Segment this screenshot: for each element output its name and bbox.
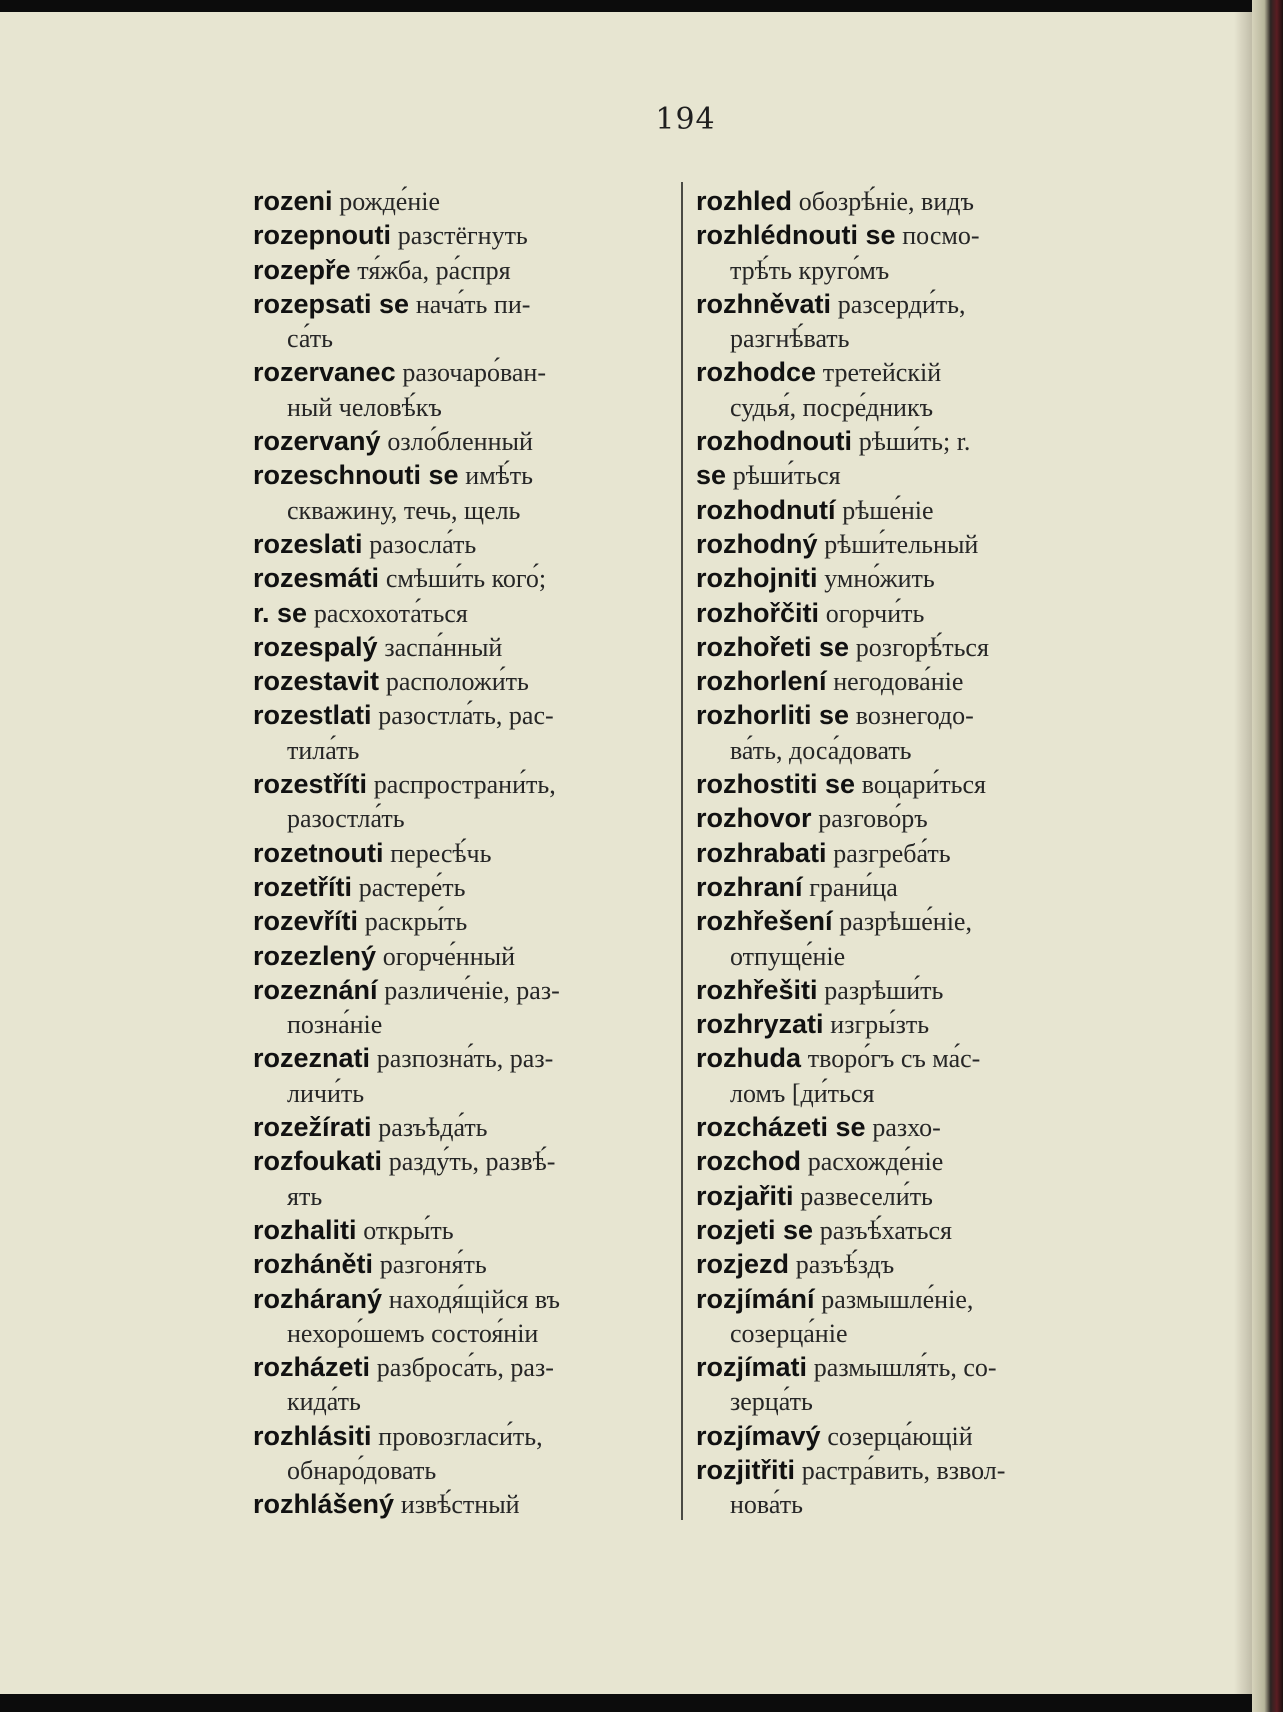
entry-translation: разъѣда́ть xyxy=(378,1113,488,1143)
entry-translation: созерца́ніе xyxy=(730,1318,848,1348)
entry-translation: развесели́ть xyxy=(800,1181,933,1211)
dictionary-entry xyxy=(253,1144,670,1178)
entry-continuation-line xyxy=(253,493,670,527)
entry-translation: распространи́ть, xyxy=(373,770,556,800)
entry-headword: rozhryzati xyxy=(696,1009,824,1040)
entry-translation: воцари́ться xyxy=(861,770,986,800)
dictionary-entry xyxy=(253,1282,670,1316)
entry-headword: rozhodce xyxy=(696,357,817,388)
entry-translation: разостла́ть xyxy=(287,804,405,834)
entry-headword: rozestavit xyxy=(253,666,380,697)
entry-translation: растра́вить, взвол- xyxy=(801,1455,1006,1485)
dictionary-entry xyxy=(696,596,1110,630)
entry-translation: обозрѣ́ніе, видъ xyxy=(798,187,974,216)
entry-continuation-line xyxy=(253,801,670,835)
dictionary-entry xyxy=(696,1007,1110,1041)
entry-headword: rozháněti xyxy=(253,1249,374,1280)
entry-headword: rozjímavý xyxy=(696,1420,821,1451)
entry-headword: rozeni xyxy=(253,186,333,216)
dictionary-entry xyxy=(253,253,670,287)
entry-headword: rozhřešení xyxy=(696,906,833,937)
dictionary-entry xyxy=(696,1041,1110,1075)
left-column xyxy=(253,184,670,1522)
entry-headword: rozezlený xyxy=(253,940,377,971)
dictionary-entry xyxy=(253,1350,670,1384)
entry-headword: rozfoukati xyxy=(253,1146,383,1177)
entry-translation: разхо- xyxy=(872,1113,941,1143)
entry-headword: rozhlédnouti se xyxy=(696,220,896,251)
dictionary-entry xyxy=(253,561,670,595)
entry-translation: находя́щійся въ xyxy=(388,1284,560,1314)
entry-headword: rozespalý xyxy=(253,631,378,662)
entry-continuation-line xyxy=(696,390,1110,424)
entry-translation: разсерди́ть, xyxy=(837,289,966,319)
dictionary-entry xyxy=(696,527,1110,561)
entry-translation: творо́гъ съ ма́с- xyxy=(807,1044,981,1074)
entry-translation: рѣши́ть; r. xyxy=(858,427,971,457)
entry-translation: ва́ть, доса́довать xyxy=(730,735,912,765)
entry-translation: размышля́ть, со- xyxy=(813,1353,997,1383)
entry-translation: смѣши́ть кого́; xyxy=(385,564,547,594)
entry-continuation-line xyxy=(696,733,1110,767)
entry-translation: разрѣше́ніе, xyxy=(839,907,972,937)
entry-translation: скважину, течь, щель xyxy=(287,495,521,525)
dictionary-entry xyxy=(696,870,1110,904)
entry-continuation-line xyxy=(696,1316,1110,1350)
entry-headword: rozhlášený xyxy=(253,1489,395,1520)
dictionary-entry xyxy=(253,698,670,732)
entry-translation: посмо- xyxy=(902,221,980,251)
dictionary-entry xyxy=(253,836,670,870)
entry-translation: рѣши́тельный xyxy=(824,529,979,559)
entry-headword: rozestlati xyxy=(253,700,372,731)
entry-headword: rozjímati xyxy=(696,1352,808,1383)
entry-translation: разгнѣ́вать xyxy=(730,324,850,354)
dictionary-entry xyxy=(696,836,1110,870)
entry-translation: обнаро́довать xyxy=(287,1455,437,1485)
entry-translation: грани́ца xyxy=(809,872,898,902)
dictionary-entry xyxy=(696,1419,1110,1453)
entry-translation: рѣше́ніе xyxy=(842,495,934,525)
entry-translation: расхохота́ться xyxy=(313,598,468,628)
dictionary-page xyxy=(0,12,1252,1694)
entry-translation: вознегодо- xyxy=(855,701,974,731)
entry-continuation-line xyxy=(253,1316,670,1350)
entry-headword: rozhraní xyxy=(696,871,803,902)
dictionary-entry xyxy=(253,1487,670,1521)
entry-translation: заспа́нный xyxy=(384,632,503,662)
dictionary-entry xyxy=(696,1110,1110,1144)
entry-translation: пересѣ́чь xyxy=(390,838,492,868)
dictionary-entry xyxy=(696,1213,1110,1247)
dictionary-entry xyxy=(253,355,670,389)
entry-translation: огорчи́ть xyxy=(825,598,925,628)
dictionary-entry xyxy=(696,1144,1110,1178)
dictionary-entry xyxy=(253,630,670,664)
entry-translation: зерца́ть xyxy=(730,1387,813,1417)
entry-continuation-line xyxy=(253,1384,670,1418)
entry-translation: откры́ть xyxy=(363,1215,454,1245)
entry-translation: рѣши́ться xyxy=(732,461,841,491)
entry-continuation-line xyxy=(696,1076,1110,1110)
entry-translation: рожде́ніе xyxy=(339,187,441,216)
dictionary-entry xyxy=(253,664,670,698)
entry-headword: rozhorliti se xyxy=(696,700,850,731)
dictionary-entry xyxy=(696,424,1110,458)
entry-translation: ный человѣ́къ xyxy=(287,392,442,422)
dictionary-entry xyxy=(696,1282,1110,1316)
dictionary-entry xyxy=(696,287,1110,321)
entry-headword: se xyxy=(696,460,727,491)
entry-headword: rozhorlení xyxy=(696,666,827,697)
entry-headword: rozetříti xyxy=(253,871,353,902)
entry-headword: rozhlásiti xyxy=(253,1420,372,1451)
entry-translation: третейскій xyxy=(822,358,942,388)
entry-translation: разстёгнуть xyxy=(397,221,528,251)
entry-headword: rozhled xyxy=(696,186,793,216)
entry-translation: разгоня́ть xyxy=(379,1250,487,1280)
entry-headword: rozhovor xyxy=(696,803,812,834)
entry-translation: ломъ [ди́ться xyxy=(730,1078,875,1108)
entry-headword: rozevříti xyxy=(253,906,359,937)
entry-translation: разосла́ть xyxy=(369,529,477,559)
entry-translation: нова́ть xyxy=(730,1490,803,1520)
entry-translation: размышле́ніе, xyxy=(821,1284,974,1314)
entry-translation: изгры́зть xyxy=(830,1010,930,1040)
dictionary-entry xyxy=(696,355,1110,389)
entry-translation: са́ть xyxy=(287,324,333,354)
entry-continuation-line xyxy=(253,321,670,355)
entry-headword: rozervaný xyxy=(253,426,381,457)
dictionary-entry xyxy=(253,1213,670,1247)
entry-translation: разостла́ть, рас- xyxy=(378,701,554,731)
entry-translation: позна́ніе xyxy=(287,1010,383,1040)
entry-headword: rozhrabati xyxy=(696,837,827,868)
entry-translation: имѣ́ть xyxy=(465,461,534,491)
entry-headword: rozeschnouti se xyxy=(253,460,459,491)
entry-translation: созерца́ющій xyxy=(827,1421,973,1451)
entry-headword: rozchod xyxy=(696,1146,801,1177)
entry-headword: rozhněvati xyxy=(696,288,832,319)
entry-continuation-line xyxy=(696,939,1110,973)
entry-translation: раскры́ть xyxy=(364,907,468,937)
entry-continuation-line xyxy=(696,321,1110,355)
dictionary-entry xyxy=(253,458,670,492)
dictionary-entry xyxy=(253,1110,670,1144)
entry-translation: разпозна́ть, раз- xyxy=(376,1044,554,1074)
entry-continuation-line xyxy=(253,1453,670,1487)
entry-headword: rozhodnutí xyxy=(696,494,836,525)
entry-translation: провозгласи́ть, xyxy=(378,1421,543,1451)
dictionary-entry xyxy=(253,904,670,938)
entry-translation: расхожде́ніе xyxy=(807,1147,944,1177)
dictionary-entry xyxy=(253,184,670,218)
dictionary-entry xyxy=(253,973,670,1007)
entry-headword: rozházeti xyxy=(253,1352,371,1383)
entry-headword: rozeznání xyxy=(253,974,378,1005)
entry-continuation-line xyxy=(253,1179,670,1213)
column-divider xyxy=(681,182,683,1520)
entry-translation: разочаро́ван- xyxy=(402,358,546,388)
dictionary-entry xyxy=(253,527,670,561)
entry-headword: rozhořeti se xyxy=(696,631,850,662)
entry-translation: трѣ́ть круго́мъ xyxy=(730,255,890,285)
entry-continuation-line xyxy=(253,1007,670,1041)
dictionary-entry xyxy=(696,973,1110,1007)
entry-continuation-line xyxy=(253,733,670,767)
entry-continuation-line xyxy=(696,1487,1110,1521)
entry-translation: отпуще́ніе xyxy=(730,941,846,971)
entry-headword: rozestříti xyxy=(253,769,368,800)
binding-shadow xyxy=(1234,12,1252,1694)
entry-translation: озло́бленный xyxy=(387,427,533,457)
dictionary-entry xyxy=(253,424,670,458)
entry-translation: разгреба́ть xyxy=(833,838,951,868)
dictionary-entry xyxy=(253,870,670,904)
entry-translation: нача́ть пи- xyxy=(415,289,531,319)
entry-translation: разъѣ́здъ xyxy=(795,1250,895,1280)
book-edge xyxy=(1252,0,1283,1712)
entry-headword: rozhřešiti xyxy=(696,974,818,1005)
entry-translation: кида́ть xyxy=(287,1387,361,1417)
entry-headword: rozhuda xyxy=(696,1043,801,1074)
dictionary-entry xyxy=(696,1247,1110,1281)
entry-continuation-line xyxy=(696,1384,1110,1418)
dictionary-entry xyxy=(696,630,1110,664)
entry-translation: растере́ть xyxy=(358,872,466,902)
entry-headword: r. se xyxy=(253,597,308,628)
entry-headword: rozepře xyxy=(253,254,351,285)
entry-translation: разрѣши́ть xyxy=(824,975,944,1005)
entry-translation: разду́ть, развѣ́- xyxy=(388,1147,556,1177)
entry-headword: rozhostiti se xyxy=(696,769,856,800)
dictionary-entry xyxy=(253,218,670,252)
entry-headword: rozjeti se xyxy=(696,1214,814,1245)
dictionary-entry xyxy=(696,801,1110,835)
entry-translation: нехоро́шемъ состоя́ніи xyxy=(287,1318,539,1348)
page-number: 194 xyxy=(655,102,716,137)
entry-headword: rozepsati se xyxy=(253,288,410,319)
entry-translation: разъѣ́хаться xyxy=(819,1215,952,1245)
dictionary-entry xyxy=(696,184,1110,218)
entry-headword: rozhodný xyxy=(696,528,818,559)
entry-translation: тила́ть xyxy=(287,735,360,765)
dictionary-entry xyxy=(253,287,670,321)
entry-headword: rozcházeti se xyxy=(696,1112,866,1143)
entry-translation: тя́жба, ра́спря xyxy=(357,255,511,285)
entry-translation: ять xyxy=(287,1181,323,1211)
entry-headword: rozežírati xyxy=(253,1112,372,1143)
entry-translation: разгово́ръ xyxy=(818,804,928,834)
entry-headword: rozjezd xyxy=(696,1249,790,1280)
dictionary-entry xyxy=(696,1179,1110,1213)
entry-translation: розгорѣ́ться xyxy=(855,632,989,662)
dictionary-entry xyxy=(696,1350,1110,1384)
entry-headword: rozjímání xyxy=(696,1283,815,1314)
entry-headword: rozjařiti xyxy=(696,1180,794,1211)
right-column xyxy=(696,184,1110,1522)
entry-headword: rozeslati xyxy=(253,528,363,559)
dictionary-entry xyxy=(253,1041,670,1075)
dictionary-entry xyxy=(253,1419,670,1453)
entry-translation: негодова́ніе xyxy=(833,667,964,697)
dictionary-entry xyxy=(696,493,1110,527)
entry-continuation-line xyxy=(253,1076,670,1110)
entry-translation: судья́, посре́дникъ xyxy=(730,392,934,422)
entry-translation: умно́жить xyxy=(824,564,935,594)
dictionary-entry xyxy=(696,1453,1110,1487)
entry-headword: rozepnouti xyxy=(253,220,391,251)
dictionary-entry xyxy=(253,767,670,801)
dictionary-entry xyxy=(696,767,1110,801)
entry-headword: rozhodnouti xyxy=(696,426,852,457)
dictionary-entry xyxy=(253,1247,670,1281)
dictionary-entry xyxy=(696,561,1110,595)
entry-headword: rozhořčiti xyxy=(696,597,820,628)
entry-translation: извѣ́стный xyxy=(400,1490,520,1520)
dictionary-entry xyxy=(253,939,670,973)
entry-headword: rozervanec xyxy=(253,357,396,388)
entry-headword: rozeznati xyxy=(253,1043,371,1074)
entry-translation: личи́ть xyxy=(287,1078,365,1108)
entry-translation: различе́ніе, раз- xyxy=(384,975,560,1005)
entry-headword: rozhaliti xyxy=(253,1214,357,1245)
dictionary-entry xyxy=(696,904,1110,938)
entry-continuation-line xyxy=(696,253,1110,287)
entry-headword: rozesmáti xyxy=(253,563,380,594)
dictionary-entry xyxy=(696,218,1110,252)
entry-translation: расположи́ть xyxy=(385,667,529,697)
dictionary-entry xyxy=(696,458,1110,492)
entry-translation: разброса́ть, раз- xyxy=(376,1353,554,1383)
entry-continuation-line xyxy=(253,390,670,424)
dictionary-entry xyxy=(696,664,1110,698)
dictionary-entry xyxy=(253,596,670,630)
entry-translation: огорче́нный xyxy=(382,941,515,971)
entry-headword: rozetnouti xyxy=(253,837,384,868)
entry-headword: rozhojniti xyxy=(696,563,818,594)
entry-headword: rozháraný xyxy=(253,1283,383,1314)
entry-headword: rozjitřiti xyxy=(696,1454,795,1485)
dictionary-entry xyxy=(696,698,1110,732)
